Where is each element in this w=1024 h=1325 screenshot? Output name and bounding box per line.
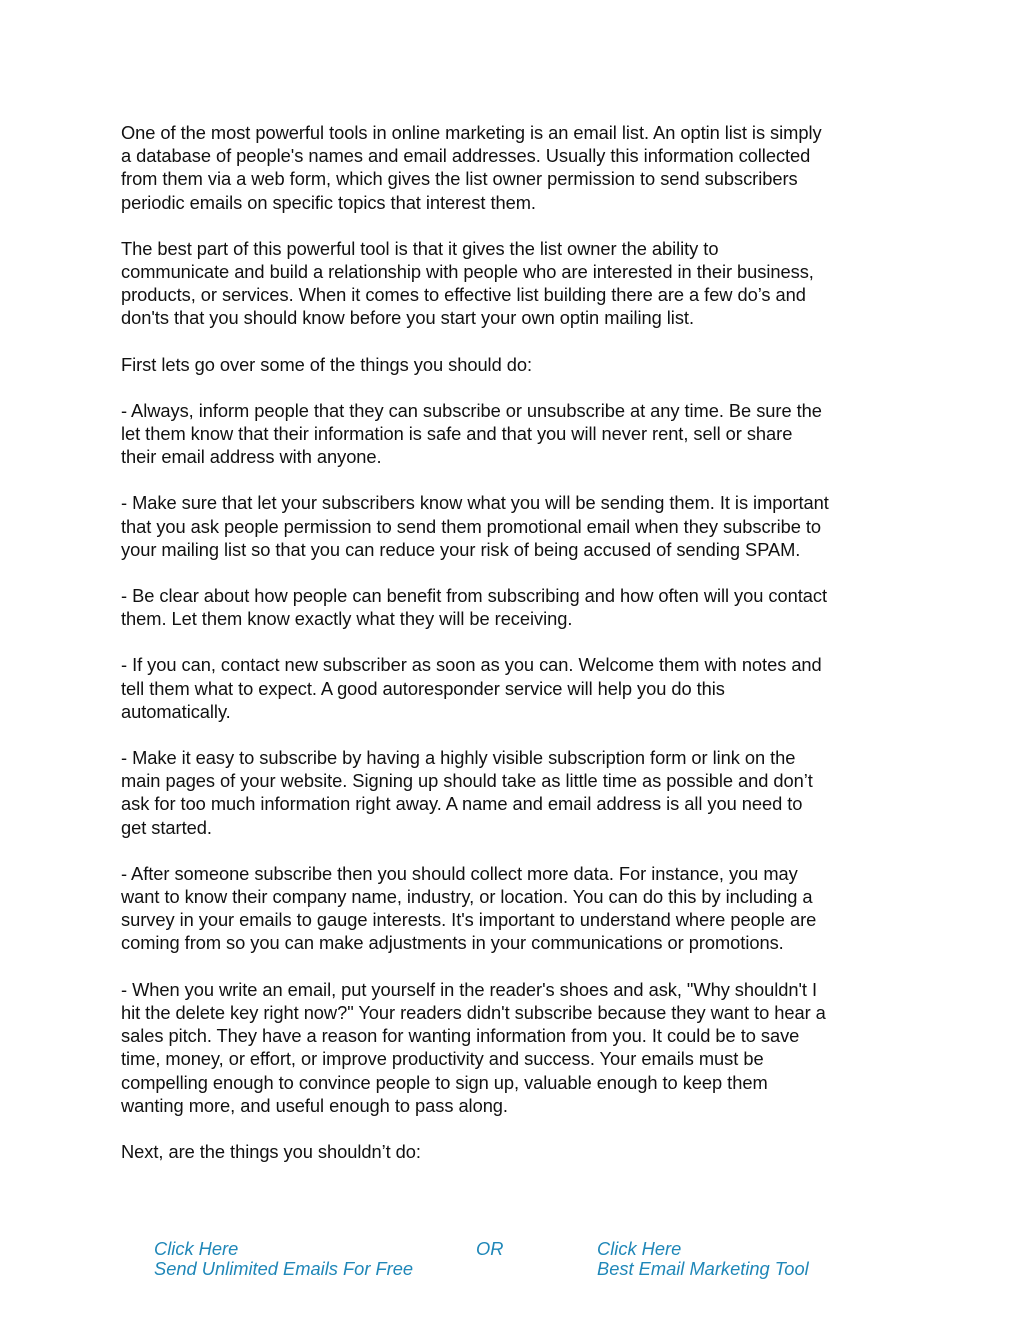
paragraph-do-let-know: - Make sure that let your subscribers know what you will be sending them. It is important that you ask people permission to send them promotional email when they subscribe to your mailing list so that you can reduce your risk of being accused of sending SPAM. [121,492,829,560]
paragraph-do-be-clear: - Be clear about how people can benefit from subscribing and how often will you contact them. Let them know exactly what they will be receiving. [121,585,827,630]
document-body [121,121,911,1186]
right-link-description[interactable]: Best Email Marketing Tool [597,1257,809,1279]
left-footer-link[interactable] [154,1239,413,1278]
paragraph-do-write-email: - When you write an email, put yourself in the reader's shoes and ask, "Why shouldn't I hit the delete key right now?" Your readers didn't subscribe because they want to hear a sales pitch. They have a reason for wanting information from you. It could be to save time, money, or effort, or improve productivity and success. Your emails must be compelling enough to convince people to sign up, valuable enough to keep them wanting more, and useful enough to pass along. [121,978,826,1116]
paragraph-do-contact: - If you can, contact new subscriber as soon as you can. Welcome them with notes and tell them what to expect. A good autoresponder service will help you do this automatically. [121,654,822,722]
paragraph-do-easy-subscribe: - Make it easy to subscribe by having a highly visible subscription form or link on the main pages of your website. Signing up should take as little time as possible and don’t ask for too much information right away. A name and email address is all you need to get started. [121,747,813,838]
left-link-click-here[interactable]: Click Here [154,1238,239,1259]
paragraph-do-inform: - Always, inform people that they can subscribe or unsubscribe at any time. Be sure the let them know that their information is safe and that you will never rent, sell or share their email address with anyone. [121,399,822,468]
paragraph-intro: One of the most powerful tools in online marketing is an email list. An optin list is simply a database of people's names and email addresses. Usually this information collected from them via a web form, which gives the list owner permission to send subscribers periodic emails on specific topics that interest them. [121,122,822,213]
right-footer-link[interactable] [597,1239,809,1278]
right-link-click-here[interactable]: Click Here [597,1238,682,1259]
paragraph-best-part: The best part of this powerful tool is that it gives the list owner the ability to communicate and build a relationship with people who are interested in their business, products, or services. When it comes to effective list building there are a few do’s and don'ts that you should know before you start your own optin mailing list. [121,237,814,329]
paragraph-donts-heading: Next, are the things you shouldn’t do: [121,1140,421,1162]
or-separator: OR [476,1238,504,1259]
paragraph-dos-heading: First lets go over some of the things you should do: [121,353,532,375]
paragraph-do-collect-data: - After someone subscribe then you should collect more data. For instance, you may want to know their company name, industry, or location. You can do this by including a survey in your emails to gauge interests. It's important to understand where people are coming from so you can make adjustments in your communications or promotions. [121,862,817,954]
left-link-description[interactable]: Send Unlimited Emails For Free [154,1257,414,1279]
footer-links [0,1239,1024,1285]
